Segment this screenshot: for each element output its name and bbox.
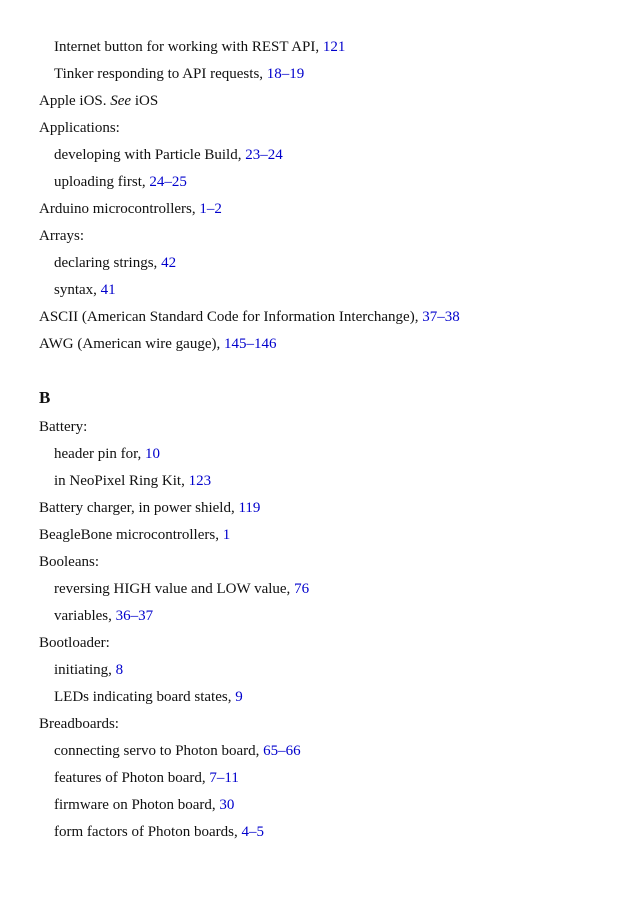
index-entry <box>39 334 619 361</box>
index-entry <box>39 633 619 660</box>
entry-term: initiating, <box>54 662 116 678</box>
page-reference-link[interactable]: 1 <box>222 527 231 543</box>
index-subentry <box>39 795 619 822</box>
index-entry <box>39 199 619 226</box>
entry-term: Tinker responding to API requests, <box>54 66 267 82</box>
entry-term: Applications: <box>39 120 120 136</box>
page-reference-link[interactable]: 10 <box>145 446 161 462</box>
index-subentry <box>39 37 619 64</box>
page-reference-link[interactable]: 36–37 <box>115 608 154 624</box>
entry-term: Arrays: <box>39 228 84 244</box>
index-subentry <box>39 660 619 687</box>
entry-term: Arduino microcontrollers, <box>39 201 200 217</box>
index-entry <box>39 118 619 145</box>
index-page <box>39 37 619 849</box>
index-subentry <box>39 280 619 307</box>
index-subentry <box>39 822 619 849</box>
entry-term: variables, <box>54 608 116 624</box>
entry-term: reversing HIGH value and LOW value, <box>54 581 295 597</box>
index-subentry <box>39 172 619 199</box>
index-subentry <box>39 606 619 633</box>
page-reference-link[interactable]: 18–19 <box>266 66 305 82</box>
entry-term: AWG (American wire gauge), <box>39 336 224 352</box>
index-entry <box>39 91 619 118</box>
entry-term: Breadboards: <box>39 716 119 732</box>
entry-term: LEDs indicating board states, <box>54 689 236 705</box>
entry-term: ASCII (American Standard Code for Information Interchange), <box>39 309 423 325</box>
entry-term: declaring strings, <box>54 255 162 271</box>
index-subentry <box>39 444 619 471</box>
entry-term: Bootloader: <box>39 635 110 651</box>
see-target: iOS <box>131 93 159 109</box>
page-reference-link[interactable]: 145–146 <box>223 336 277 352</box>
index-subentry <box>39 768 619 795</box>
page-reference-link[interactable]: 121 <box>322 39 346 55</box>
entry-term: in NeoPixel Ring Kit, <box>54 473 189 489</box>
page-reference-link[interactable]: 23–24 <box>245 147 283 163</box>
entry-term: connecting servo to Photon board, <box>54 743 264 759</box>
index-entry <box>39 714 619 741</box>
index-entry <box>39 552 619 579</box>
page-reference-link[interactable]: 7–11 <box>209 770 239 786</box>
entry-term: developing with Particle Build, <box>54 147 246 163</box>
page-reference-link[interactable]: 119 <box>238 500 261 516</box>
page-reference-link[interactable]: 8 <box>115 662 124 678</box>
page-reference-link[interactable]: 123 <box>188 473 212 489</box>
entry-term: header pin for, <box>54 446 146 462</box>
entry-term: Battery: <box>39 419 88 435</box>
page-reference-link[interactable]: 24–25 <box>149 174 187 190</box>
index-subentry <box>39 471 619 498</box>
index-subentry <box>39 687 619 714</box>
entry-term: Internet button for working with REST API, <box>54 39 323 55</box>
entry-term: uploading first, <box>54 174 150 190</box>
entry-term: form factors of Photon boards, <box>54 824 242 840</box>
entry-term: Booleans: <box>39 554 99 570</box>
index-subentry <box>39 64 619 91</box>
page-reference-link[interactable]: 4–5 <box>241 824 264 840</box>
index-subentry <box>39 741 619 768</box>
index-entry <box>39 226 619 253</box>
entry-term: syntax, <box>54 282 101 298</box>
entry-term: Battery charger, in power shield, <box>39 500 239 516</box>
index-subentry <box>39 253 619 280</box>
page-reference-link[interactable]: 1–2 <box>199 201 222 217</box>
entry-term: Apple iOS. <box>39 93 111 109</box>
page-reference-link[interactable]: 9 <box>235 689 243 705</box>
page-reference-link[interactable]: 42 <box>161 255 177 271</box>
index-entry <box>39 307 619 334</box>
index-entry <box>39 417 619 444</box>
page-reference-link[interactable]: 41 <box>100 282 116 298</box>
index-subentry <box>39 145 619 172</box>
entry-term: BeagleBone microcontrollers, <box>39 527 223 543</box>
index-entry <box>39 525 619 552</box>
see-reference: See <box>110 93 132 109</box>
section-letter-heading: B <box>39 388 51 407</box>
page-reference-link[interactable]: 65–66 <box>263 743 301 759</box>
page-reference-link[interactable]: 30 <box>219 797 235 813</box>
page-reference-link[interactable]: 76 <box>294 581 310 597</box>
page-reference-link[interactable]: 37–38 <box>422 309 460 325</box>
entry-term: firmware on Photon board, <box>54 797 220 813</box>
index-entry <box>39 498 619 525</box>
index-subentry <box>39 579 619 606</box>
entry-term: features of Photon board, <box>54 770 210 786</box>
